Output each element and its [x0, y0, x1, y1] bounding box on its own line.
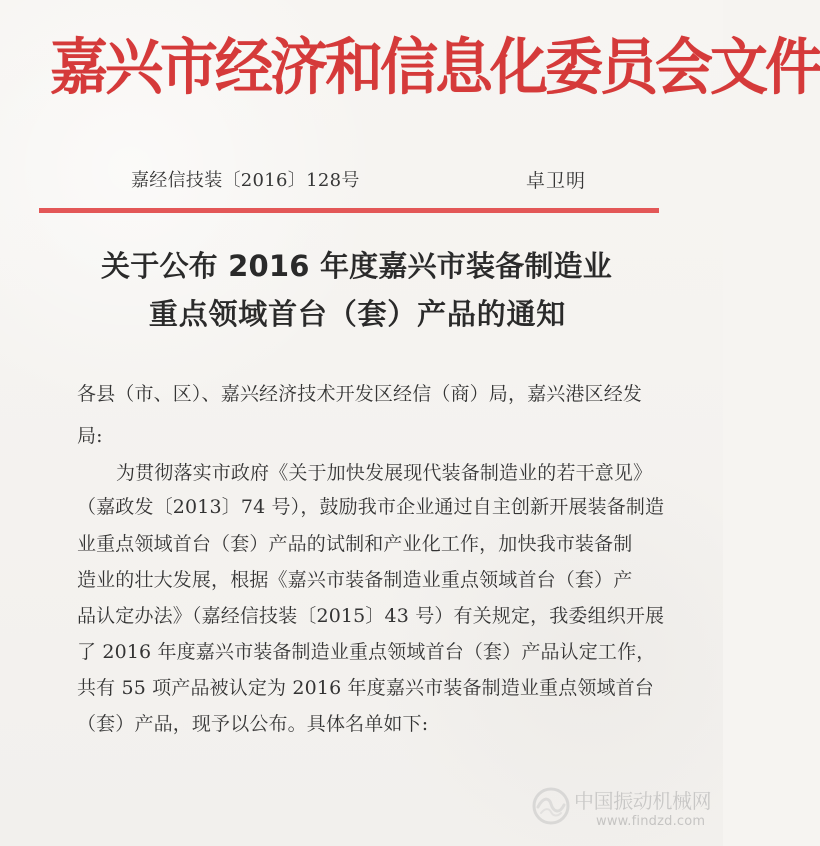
- body-line-1: 为贯彻落实市政府《关于加快发展现代装备制造业的若干意见》: [116, 462, 653, 484]
- document-number: 嘉经信技装〔2016〕128号: [131, 170, 360, 191]
- vibration-mark-icon: [531, 786, 571, 826]
- body-line-8: （套）产品，现予以公布。具体名单如下:: [77, 713, 429, 735]
- watermark-url: www.findzd.com: [596, 814, 706, 829]
- notice-title-line-1: 关于公布 2016 年度嘉兴市装备制造业: [101, 249, 612, 283]
- body-line-3: 业重点领域首台（套）产品的试制和产业化工作，加快我市装备制: [77, 533, 633, 555]
- masthead: 嘉兴市经济和信息化委员会文件: [50, 31, 820, 103]
- body-line-7: 共有 55 项产品被认定为 2016 年度嘉兴市装备制造业重点领域首台: [77, 677, 654, 699]
- salutation-line-2: 局:: [77, 425, 103, 447]
- body-line-4: 造业的壮大发展，根据《嘉兴市装备制造业重点领域首台（套）产: [77, 569, 633, 591]
- signer-name: 卓卫明: [526, 170, 587, 192]
- salutation-line-1: 各县（市、区）、嘉兴经济技术开发区经信（商）局，嘉兴港区经发: [77, 383, 643, 405]
- body-line-6: 了 2016 年度嘉兴市装备制造业重点领域首台（套）产品认定工作，: [77, 641, 656, 663]
- watermark-site-name: 中国振动机械网: [574, 789, 712, 813]
- title-divider: [39, 208, 659, 213]
- body-line-2: （嘉政发〔2013〕74 号），鼓励我市企业通过自主创新开展装备制造: [77, 496, 665, 518]
- notice-title-line-2: 重点领域首台（套）产品的通知: [148, 297, 567, 331]
- body-line-5: 品认定办法》（嘉经信技装〔2015〕43 号）有关规定，我委组织开展: [77, 605, 665, 627]
